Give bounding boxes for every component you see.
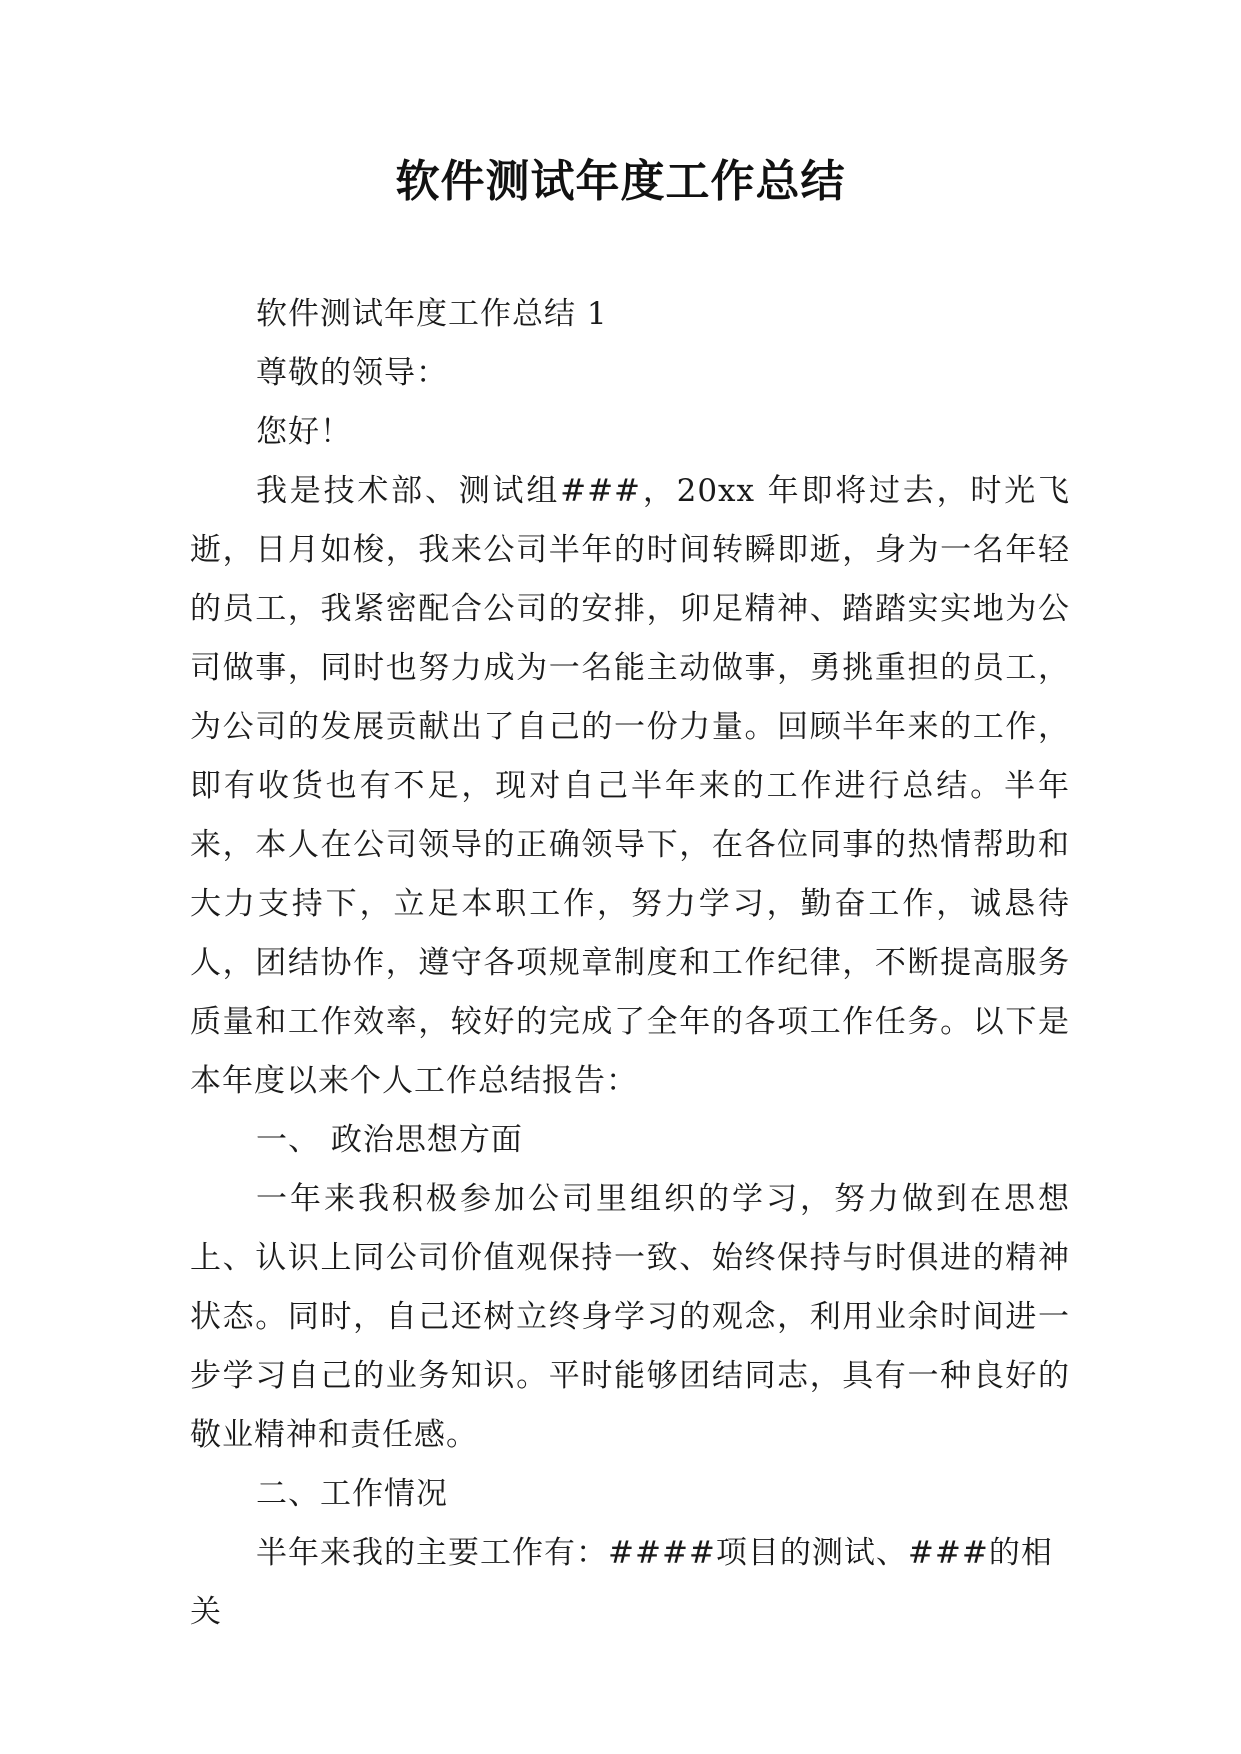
section-heading: 软件测试年度工作总结 1: [256, 296, 608, 332]
document-title: 软件测试年度工作总结: [395, 156, 846, 207]
salutation: 尊敬的领导：: [256, 355, 448, 391]
document-body: [190, 285, 1070, 1642]
paragraph-introduction: 我是技术部、测试组###，20xx 年即将过去，时光飞逝，日月如梭，我来公司半年的时间转瞬即逝，身为一名年轻的员工，我紧密配合公司的安排，卯足精神、踏踏实实地为公司做事，同时也努力成为一名能主动做事，勇挑重担的员工，为公司的发展贡献出了自己的一份力量。回顾半年来的工作，即有收货也有不足，现对自己半年来的工作进行总结。半年来，本人在公司领导的正确领导下，在各位同事的热情帮助和大力支持下，立足本职工作，努力学习，勤奋工作，诚恳待人，团结协作，遵守各项规章制度和工作纪律，不断提高服务质量和工作效率，较好的完成了全年的各项工作任务。以下是本年度以来个人工作总结报告：: [190, 473, 1070, 1099]
paragraph-work-status: 半年来我的主要工作有：####项目的测试、###的相关: [190, 1535, 1053, 1630]
paragraph-political-thought: 一年来我积极参加公司里组织的学习，努力做到在思想上、认识上同公司价值观保持一致、始终保持与时俱进的精神状态。同时，自己还树立终身学习的观念，利用业余时间进一步学习自己的业务知识。平时能够团结同志，具有一种良好的敬业精神和责任感。: [190, 1181, 1070, 1453]
greeting: 您好！: [256, 414, 352, 450]
subheading-political-thought: 一、 政治思想方面: [256, 1122, 523, 1158]
subheading-work-status: 二、工作情况: [256, 1476, 448, 1512]
